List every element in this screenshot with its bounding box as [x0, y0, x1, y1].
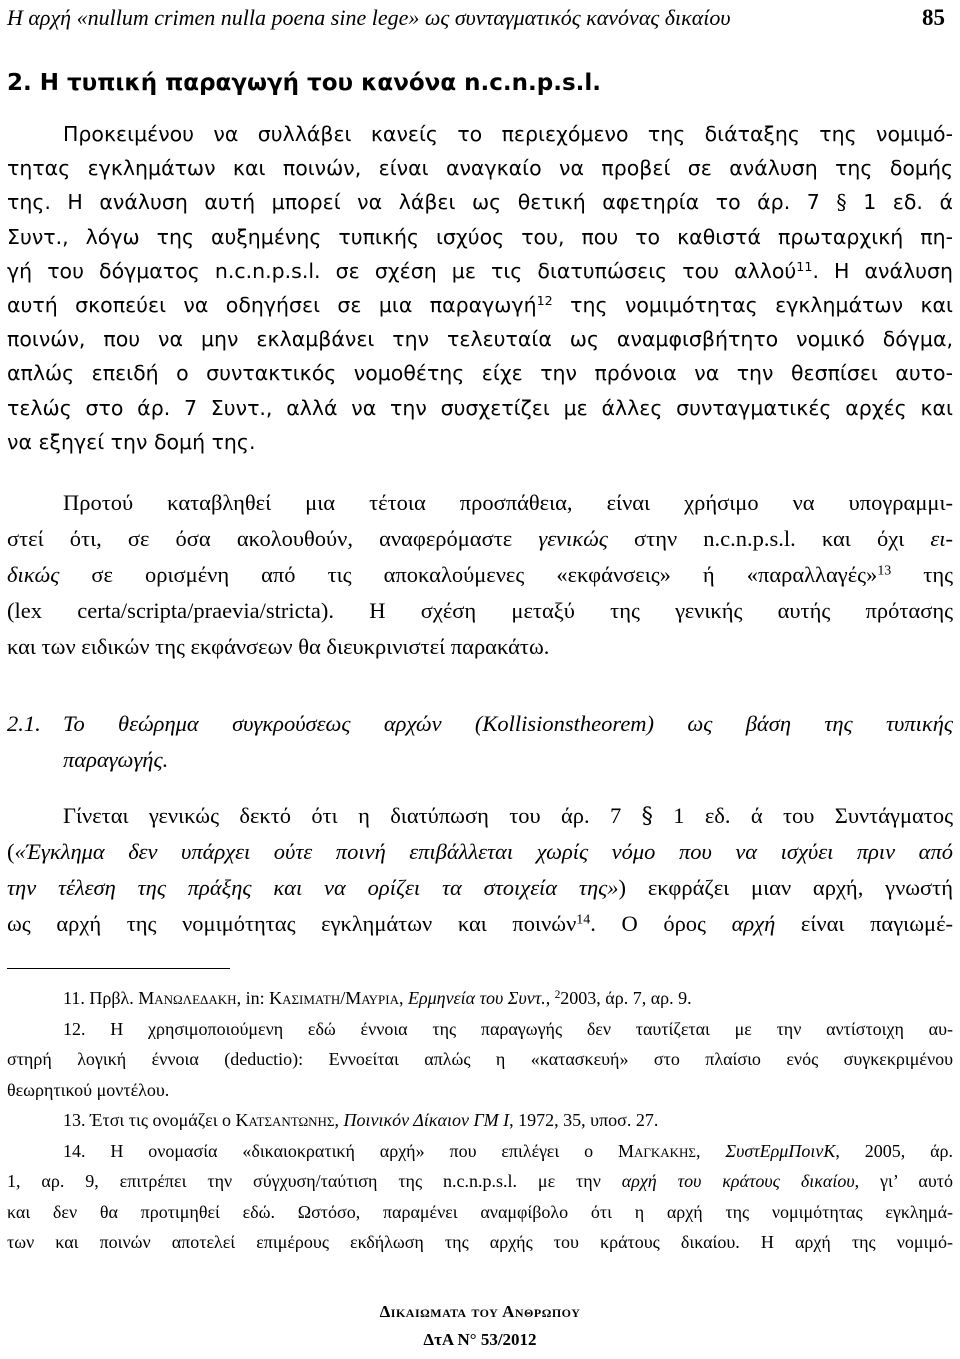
text-line: δικώς σε ορισμένη από τις αποκαλούμενες «εκφάνσεις» ή «παραλλαγές»$^{13}$ της: [7, 562, 954, 587]
text-line: Συντ., λόγω της αυξημένης τυπικής ισχύος του, που το καθιστά πρωταρχική πη-: [7, 224, 953, 249]
text-line: (lex certa/scripta/praevia/stricta). Η σχέση μεταξύ της γενικής αυτής πρότασης: [7, 598, 953, 623]
footnote-13: 13. Έτσι τις ονομάζει ο Κατσαντωνης, Ποινικόν Δίκαιον ΓΜ Ι, 1972, 35, υποσ. 27.: [63, 1110, 659, 1130]
section-sign: §: [641, 803, 653, 829]
running-head: [7, 0, 953, 36]
footnote-14-line: των και ποινών αποτελεί επιμέρους εκδήλωση της αρχής του κράτους δικαίου. Η αρχή της νομιμό-: [7, 1232, 953, 1252]
footnote-ref-11[interactable]: 11: [796, 258, 813, 274]
footnote-12-line: θεωρητικού μοντέλου.: [7, 1079, 170, 1100]
text-line: απλώς επειδή ο συντακτικός νομοθέτης είχε την πρόνοια να την θεσπίσει αυτο-: [7, 361, 953, 386]
text-line: την τέλεση της πράξης και να ορίζει τα στοιχεία της») εκφράζει μιαν αρχή, γνωστή: [7, 875, 953, 900]
page-number: 85: [922, 5, 945, 30]
text-line: Προτού καταβληθεί μια τέτοια προσπάθεια, είναι χρήσιμο να υπογραμμι-: [63, 490, 953, 515]
footnote-12: 12. Η χρησιμοποιούμενη εδώ έννοια της παραγωγής δεν ταυτίζεται με την αντίστοιχη αυ-: [63, 1018, 953, 1039]
text-line: Γίνεται γενικώς δεκτό ότι η διατύπωση του άρ. 7 § 1 εδ. ά του Συντάγματος: [63, 803, 954, 829]
paragraph-1: [7, 117, 953, 459]
footnote-14-line: 1, αρ. 9, επιτρέπει την σύγχυση/ταύτιση της n.c.n.p.s.l. με την αρχή του κράτους δικαίου, γι’ αυτό: [7, 1171, 953, 1191]
footnote-14-line: και δεν θα προτιμηθεί εδώ. Ωστόσο, παραμένει αναμφίβολο ότι η αρχή της νομιμότητας εγκλημά-: [7, 1201, 953, 1222]
paragraph-2: [7, 485, 953, 665]
footnote-11: 11. Πρβλ. Μανωλεδακη, in: Κασιματη/Μαυρια, Ερμηνεία του Συντ., $^2$2003, άρ. 7, αρ. 9.: [63, 988, 692, 1008]
text-line: αυτή σκοπεύει να οδηγήσει σε μια παραγωγή$^{12}$ της νομιμότητας εγκλημάτων και: [7, 293, 953, 318]
text-line: γή του δόγματος n.c.n.p.s.l. σε σχέση με τις διατυπώσεις του αλλού$^{11}$. Η ανάλυση: [7, 258, 954, 283]
text-line: της. Η ανάλυση αυτή μπορεί να λάβει ως θετική αφετηρία το άρ. 7 § 1 εδ. ά: [7, 190, 953, 215]
footnote-separator: [7, 968, 230, 969]
section-sign: §: [836, 190, 847, 215]
footnote-14: 14. Η ονομασία «δικαιοκρατική αρχή» που επιλέγει ο Μαγκακης, ΣυστΕρμΠοινΚ, 2005, άρ.: [63, 1140, 954, 1161]
section-heading: 2. Η τυπική παραγωγή του κανόνα n.c.n.p.s.l.: [7, 70, 602, 96]
text-line: και των ειδικών της εκφάνσεων θα διευκρινιστεί παρακάτω.: [7, 634, 550, 659]
running-head-title: Η αρχή «nullum crimen nulla poena sine lege» ως συνταγματικός κανόνας δικαίου: [7, 5, 731, 30]
footnote-ref-14[interactable]: 14: [576, 912, 591, 928]
text-line: στεί ότι, σε όσα ακολουθούν, αναφερόμαστε γενικώς στην n.c.n.p.s.l. και όχι ει-: [7, 526, 953, 551]
text-line: ως αρχή της νομιμότητας εγκλημάτων και ποινών$^{14}$. Ο όρος αρχή είναι παγιωμέ-: [7, 911, 954, 936]
paragraph-3: [7, 798, 953, 942]
subsection-heading: [7, 706, 953, 778]
text-line: τελώς στο άρ. 7 Συντ., αλλά να την συσχετίζει με άλλες συνταγματικές αρχές και: [7, 395, 953, 420]
footnotes: [7, 983, 953, 1258]
footnote-ref-13[interactable]: 13: [877, 563, 892, 579]
text-line: ποινών, που να μην εκλαμβάνει την τελευταία ως αναμφισβήτητο νομικό δόγμα,: [7, 327, 953, 352]
subsection-number: 2.1.: [7, 711, 41, 736]
text-line: τητας εγκλημάτων και ποινών, είναι αναγκαίο να προβεί σε ανάλυση της δομής: [7, 156, 953, 181]
journal-name: Δικαιωματα του Ανθρωπου: [379, 1302, 581, 1321]
subsection-title-line: 2.1. Το θεώρημα συγκρούσεως αρχών (Kollisionstheorem) ως βάση της τυπικής: [7, 706, 953, 742]
text-line: να εξηγεί την δομή της.: [7, 429, 256, 454]
issue-number: ΔτΑ Ν° 53/2012: [423, 1330, 537, 1349]
document-page: [7, 0, 953, 1359]
footnote-ref-12[interactable]: 12: [536, 293, 553, 309]
footnote-12-line: στηρή λογική έννοια (deductio): Εννοείται απλώς η «κατασκευή» στο πλαίσιο ενός συγκεκριμένου: [7, 1049, 953, 1069]
text-line: Προκειμένου να συλλάβει κανείς το περιεχόμενο της διάταξης της νομιμό-: [63, 122, 953, 146]
text-line: («Έγκλημα δεν υπάρχει ούτε ποινή επιβάλλεται χωρίς νόμο που να ισχύει πριν από: [7, 839, 953, 864]
subsection-title-line: παραγωγής.: [63, 747, 169, 772]
